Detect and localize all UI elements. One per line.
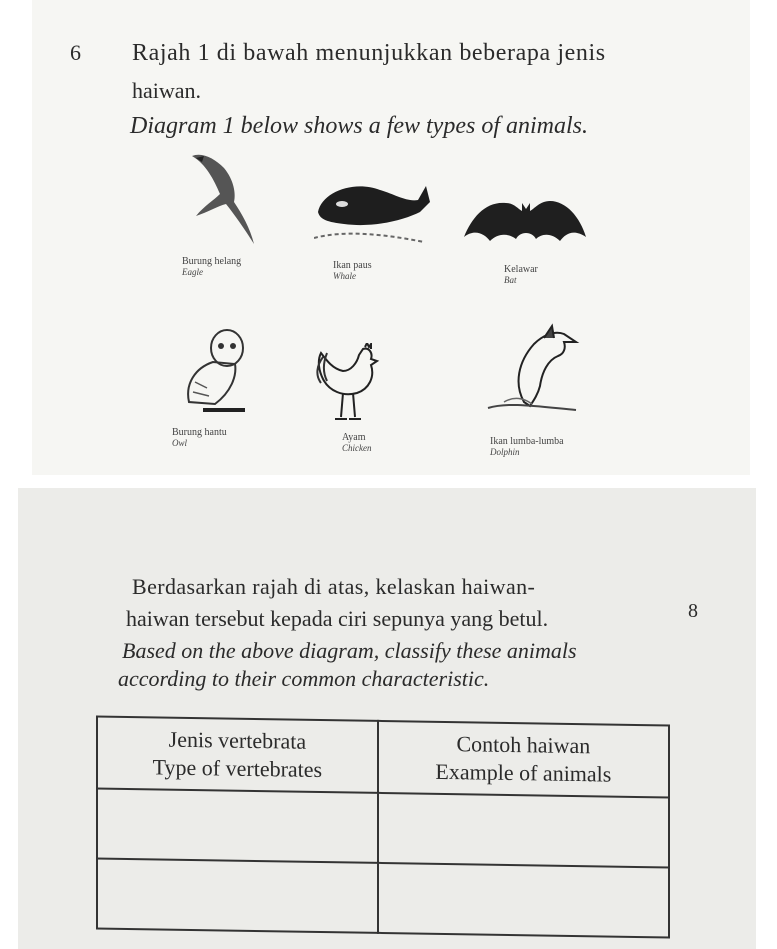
answer-sheet xyxy=(18,488,756,949)
header-animal-examples xyxy=(378,721,669,798)
question-text-ms-line1: Rajah 1 di bawah menunjukkan beberapa jenis xyxy=(132,40,606,66)
header-animal-examples-en: Example of animals xyxy=(435,758,612,787)
eagle-icon xyxy=(184,150,264,250)
caption-owl-ms: Burung hantu xyxy=(172,427,227,438)
header-vertebrate-type-en: Type of vertebrates xyxy=(152,754,323,783)
table-row xyxy=(97,859,669,938)
instruction-ms-line1: Berdasarkan rajah di atas, kelaskan haiwan- xyxy=(132,574,536,599)
table-header-row xyxy=(97,717,669,798)
answer-cell-type-1[interactable] xyxy=(97,789,378,863)
marks-label: 8 xyxy=(688,600,698,622)
caption-eagle xyxy=(182,257,241,277)
caption-chicken xyxy=(342,433,372,453)
header-vertebrate-type-ms: Jenis vertebrata xyxy=(168,726,307,754)
answer-cell-example-2[interactable] xyxy=(378,863,669,938)
owl-icon xyxy=(175,326,257,416)
caption-owl-en: Owl xyxy=(172,438,188,448)
caption-bat-en: Bat xyxy=(504,275,517,285)
table-row xyxy=(97,789,669,868)
caption-bat xyxy=(504,265,538,285)
caption-dolphin-en: Dolphin xyxy=(490,447,520,457)
instruction-ms-line2: haiwan tersebut kepada ciri sepunya yang betul. xyxy=(126,606,549,631)
caption-chicken-ms: Ayam xyxy=(342,432,366,443)
caption-dolphin xyxy=(490,437,564,457)
caption-eagle-en: Eagle xyxy=(182,267,203,277)
question-number: 6 xyxy=(70,40,81,65)
caption-whale-en: Whale xyxy=(333,271,356,281)
question-text-en: Diagram 1 below shows a few types of animals. xyxy=(130,113,589,139)
caption-owl xyxy=(172,428,227,448)
answer-cell-type-2[interactable] xyxy=(97,859,378,933)
caption-bat-ms: Kelawar xyxy=(504,264,538,275)
caption-whale-ms: Ikan paus xyxy=(333,260,372,271)
caption-whale xyxy=(333,261,372,281)
chicken-icon xyxy=(313,343,383,425)
question-text-ms-line2: haiwan. xyxy=(132,78,202,103)
bat-icon xyxy=(462,193,588,251)
answer-cell-example-1[interactable] xyxy=(378,793,669,868)
instruction-en-line2: according to their common characteristic. xyxy=(118,666,490,691)
caption-dolphin-ms: Ikan lumba-lumba xyxy=(490,436,564,447)
instruction-en-line1: Based on the above diagram, classify these animals xyxy=(122,638,577,663)
diagram-sheet xyxy=(32,0,750,475)
whale-icon xyxy=(314,172,434,247)
classification-table xyxy=(96,715,670,938)
caption-chicken-en: Chicken xyxy=(342,443,372,453)
dolphin-icon xyxy=(484,322,580,416)
caption-eagle-ms: Burung helang xyxy=(182,256,242,267)
header-vertebrate-type xyxy=(97,717,378,793)
header-animal-examples-ms: Contoh haiwan xyxy=(456,731,591,759)
